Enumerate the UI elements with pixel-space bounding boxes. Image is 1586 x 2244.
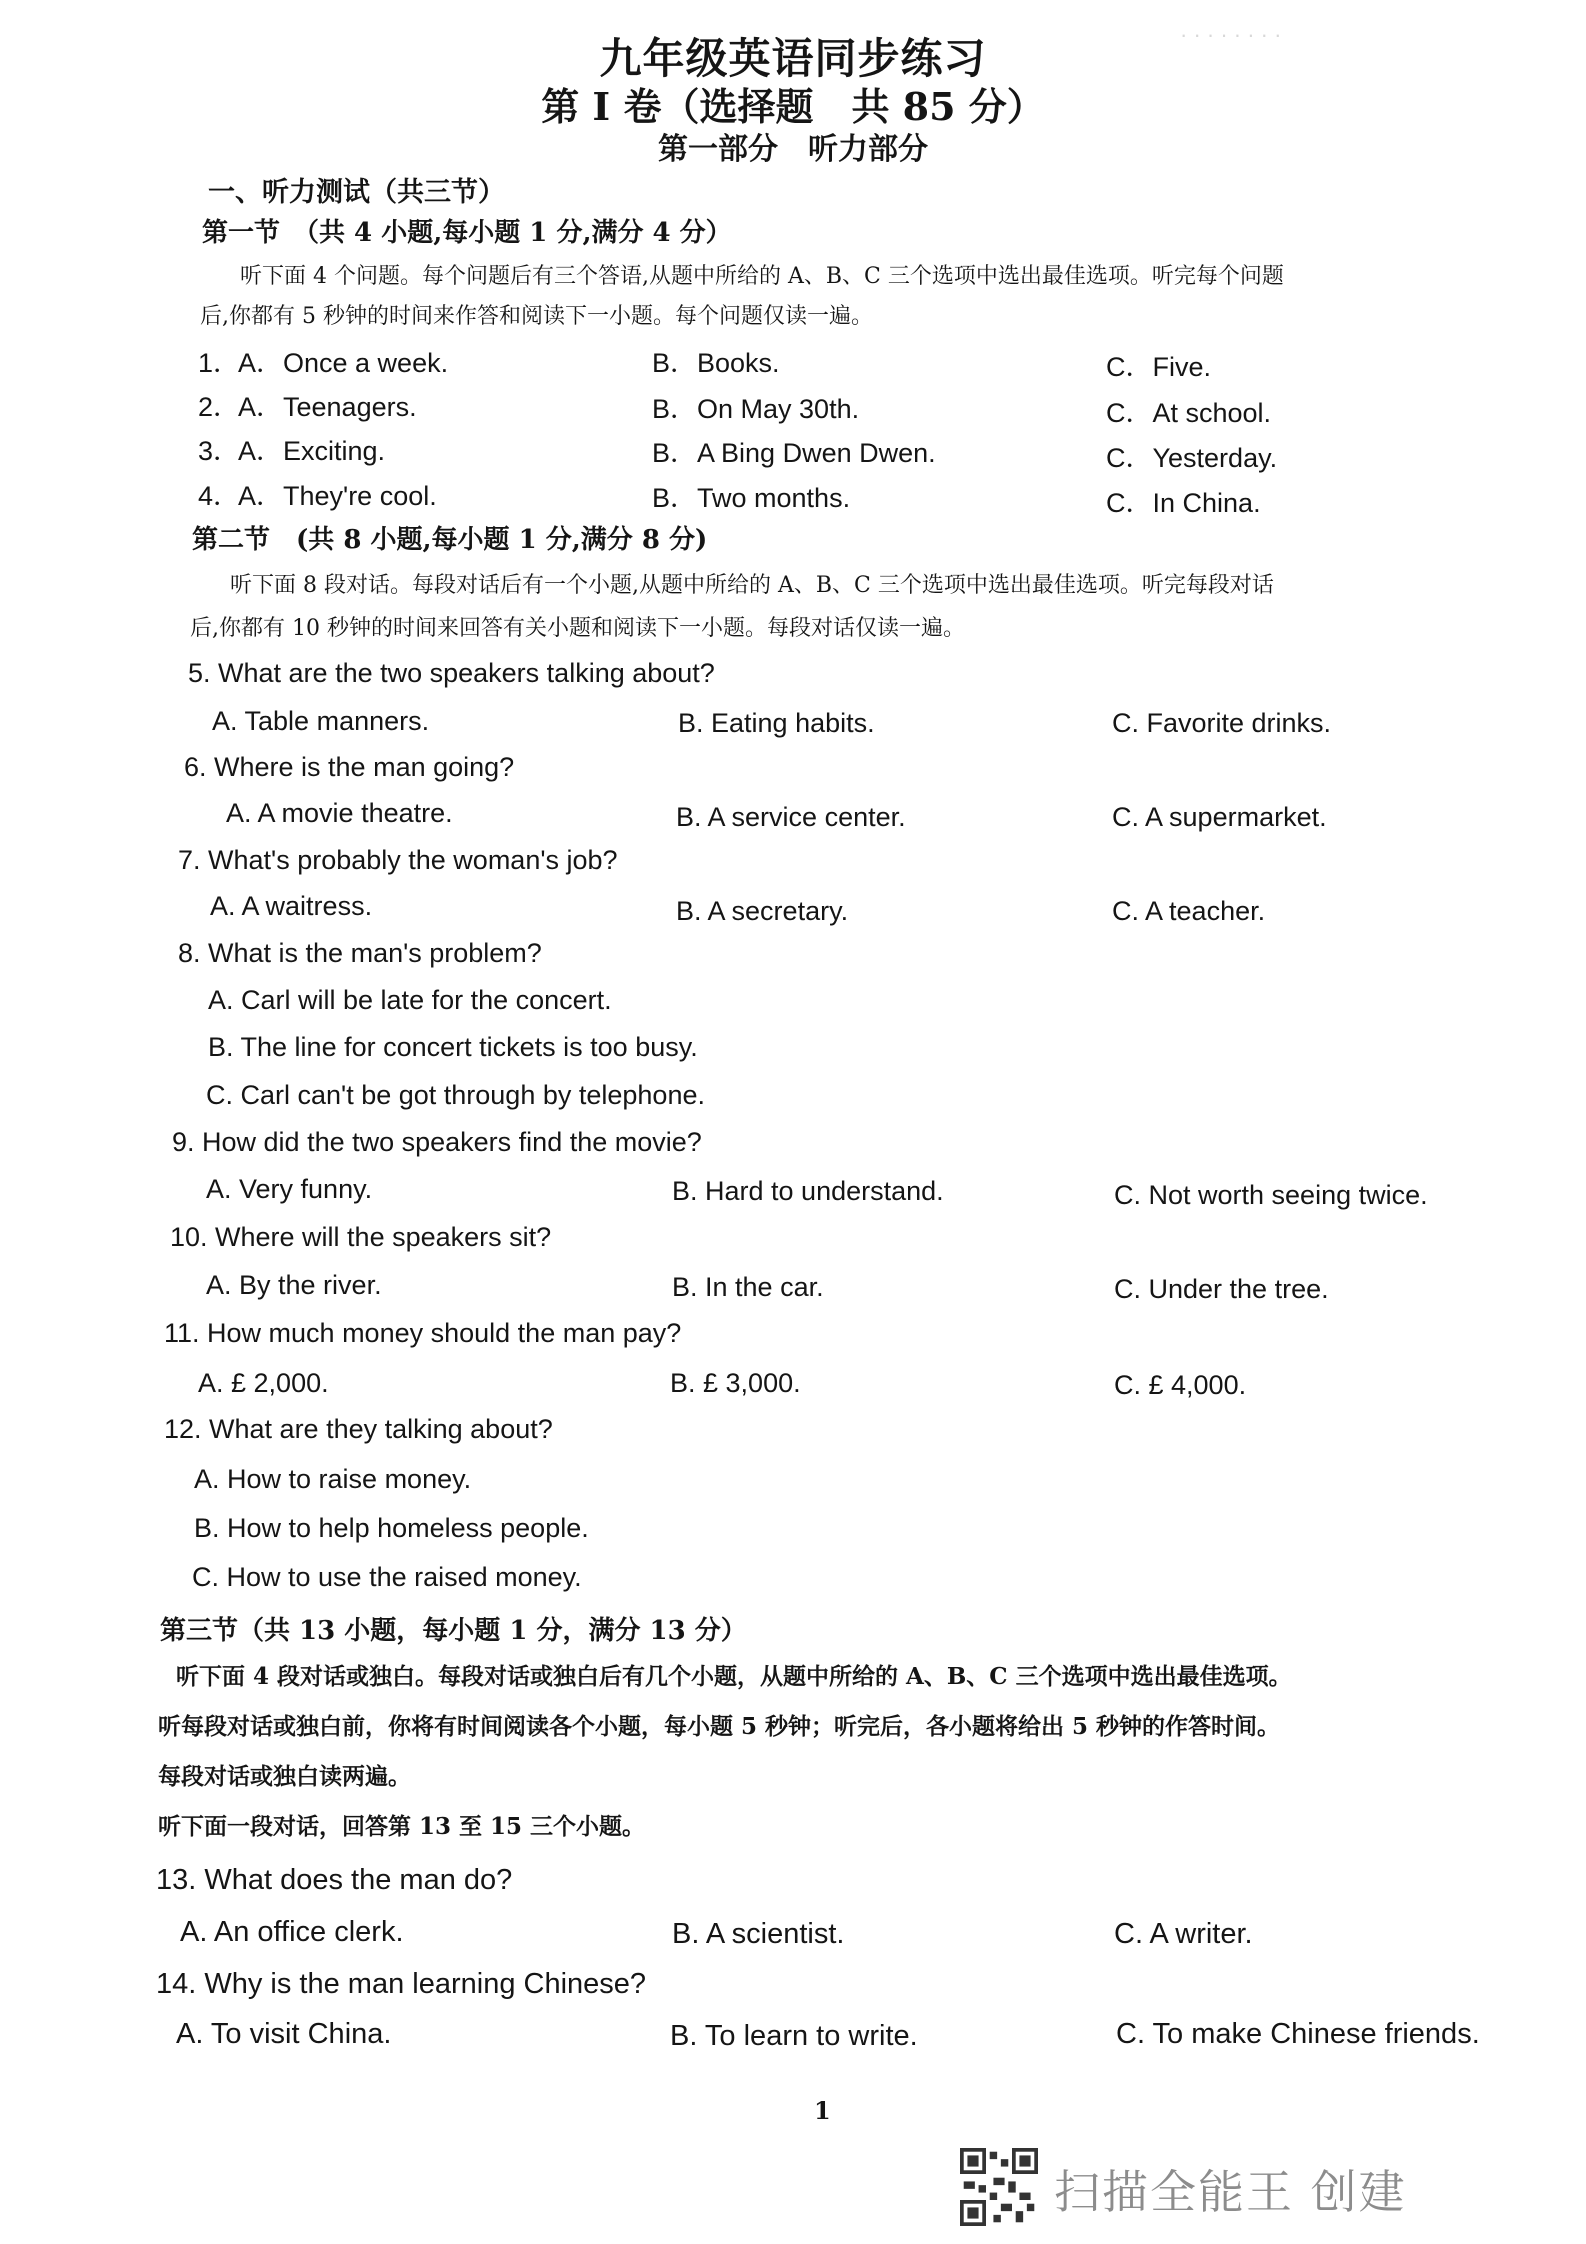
option-a: A. A movie theatre. — [226, 798, 453, 828]
option-c: C. £ 4,000. — [1114, 1370, 1247, 1400]
option-c: C．At school. — [1106, 398, 1272, 428]
question-stem: 14. Why is the man learning Chinese? — [156, 1968, 647, 2000]
option-a: A. How to raise money. — [194, 1464, 472, 1494]
qr-code-icon — [960, 2148, 1038, 2226]
option-b: B. A secretary. — [676, 896, 849, 926]
option-a: A. £ 2,000. — [198, 1368, 329, 1398]
part-title: 第一部分 听力部分 — [658, 132, 928, 167]
option-a: A. A waitress. — [210, 891, 373, 921]
option-b: B. Eating habits. — [678, 708, 875, 738]
option-c: C. Carl can't be got through by telephone. — [206, 1080, 705, 1110]
part1-instruction: 听下面 4 个问题。每个问题后有三个答语,从题中所给的 A、B、C 三个选项中选出最佳选项。听完每个问题 — [240, 264, 1284, 289]
option-a: A．Teenagers. — [238, 392, 417, 422]
section-heading: 一、听力测试（共三节） — [208, 177, 505, 208]
scanner-watermark: 扫描全能王 创建 — [1054, 2165, 1407, 2219]
option-a: A. An office clerk. — [180, 1916, 404, 1948]
option-b: B．A Bing Dwen Dwen. — [652, 438, 936, 468]
option-a: A. Carl will be late for the concert. — [208, 985, 612, 1015]
question-number: 2． — [198, 392, 241, 422]
part3-instruction: 每段对话或独白读两遍。 — [158, 1763, 411, 1790]
question-stem: 9. How did the two speakers find the movie? — [172, 1127, 702, 1157]
bleed-through-text: · · · · · · · · — [1180, 22, 1282, 47]
option-c: C. A teacher. — [1112, 896, 1266, 926]
option-b: B. To learn to write. — [670, 2020, 918, 2052]
option-c: C. Under the tree. — [1114, 1274, 1329, 1304]
option-c: C. To make Chinese friends. — [1116, 2018, 1480, 2050]
option-c: C. A supermarket. — [1112, 802, 1327, 832]
option-b: B．On May 30th. — [652, 394, 860, 424]
option-c: C．Five. — [1106, 352, 1212, 382]
option-c: C. Favorite drinks. — [1112, 708, 1332, 738]
part3-instruction: 听下面一段对话，回答第 13 至 15 三个小题。 — [158, 1813, 646, 1840]
question-number: 3． — [198, 436, 241, 466]
question-stem: 11. How much money should the man pay? — [164, 1318, 682, 1348]
option-b: B. £ 3,000. — [670, 1368, 801, 1398]
option-a: A. Very funny. — [206, 1174, 373, 1204]
page-number: 1 — [814, 2096, 831, 2125]
volume-title: 第 I 卷（选择题 共 85 分） — [541, 84, 1045, 129]
page-title: 九年级英语同步练习 — [599, 34, 987, 83]
question-stem: 7. What's probably the woman's job? — [178, 845, 618, 875]
question-stem: 5. What are the two speakers talking about? — [188, 658, 715, 688]
option-b: B. How to help homeless people. — [194, 1513, 589, 1543]
option-b: B. A scientist. — [672, 1918, 845, 1950]
option-b: B. Hard to understand. — [672, 1176, 944, 1206]
option-a: A．Once a week. — [238, 348, 449, 378]
option-a: A. Table manners. — [212, 706, 430, 736]
option-b: B. In the car. — [672, 1272, 824, 1302]
question-stem: 10. Where will the speakers sit? — [170, 1222, 552, 1252]
part3-instruction: 听下面 4 段对话或独白。每段对话或独白后有几个小题，从题中所给的 A、B、C 三个选项中选出最佳选项。 — [176, 1663, 1292, 1690]
option-a: A. To visit China. — [176, 2018, 392, 2050]
option-b: B. A service center. — [676, 802, 906, 832]
part3-instruction: 听每段对话或独白前，你将有时间阅读各个小题，每小题 5 秒钟；听完后，各小题将给出 5 秒钟的作答时间。 — [158, 1713, 1281, 1740]
option-c: C．Yesterday. — [1106, 443, 1278, 473]
option-c: C. A writer. — [1114, 1918, 1253, 1950]
option-b: B. The line for concert tickets is too busy. — [208, 1032, 698, 1062]
question-number: 1． — [198, 348, 241, 378]
option-a: A．Exciting. — [238, 436, 386, 466]
option-b: B．Two months. — [652, 483, 851, 513]
option-a: A. By the river. — [206, 1270, 382, 1300]
part2-instruction: 听下面 8 段对话。每段对话后有一个小题,从题中所给的 A、B、C 三个选项中选出最佳选项。听完每段对话 — [230, 573, 1274, 598]
question-stem: 6. Where is the man going? — [184, 752, 515, 782]
part2-heading: 第二节 (共 8 小题,每小题 1 分,满分 8 分) — [192, 525, 708, 555]
question-number: 4． — [198, 481, 241, 511]
option-c: C．In China. — [1106, 488, 1261, 518]
part1-heading: 第一节 （共 4 小题,每小题 1 分,满分 4 分） — [202, 218, 732, 248]
question-stem: 12. What are they talking about? — [164, 1414, 553, 1444]
question-stem: 13. What does the man do? — [156, 1864, 513, 1896]
option-b: B．Books. — [652, 348, 780, 378]
part2-instruction: 后,你都有 10 秒钟的时间来回答有关小题和阅读下一小题。每段对话仅读一遍。 — [190, 616, 965, 641]
part1-instruction: 后,你都有 5 秒钟的时间来作答和阅读下一小题。每个问题仅读一遍。 — [200, 304, 873, 329]
option-c: C. How to use the raised money. — [192, 1562, 582, 1592]
option-c: C. Not worth seeing twice. — [1114, 1180, 1428, 1210]
option-a: A．They're cool. — [238, 481, 437, 511]
part3-heading: 第三节（共 13 小题，每小题 1 分，满分 13 分） — [160, 1616, 747, 1646]
question-stem: 8. What is the man's problem? — [178, 938, 542, 968]
